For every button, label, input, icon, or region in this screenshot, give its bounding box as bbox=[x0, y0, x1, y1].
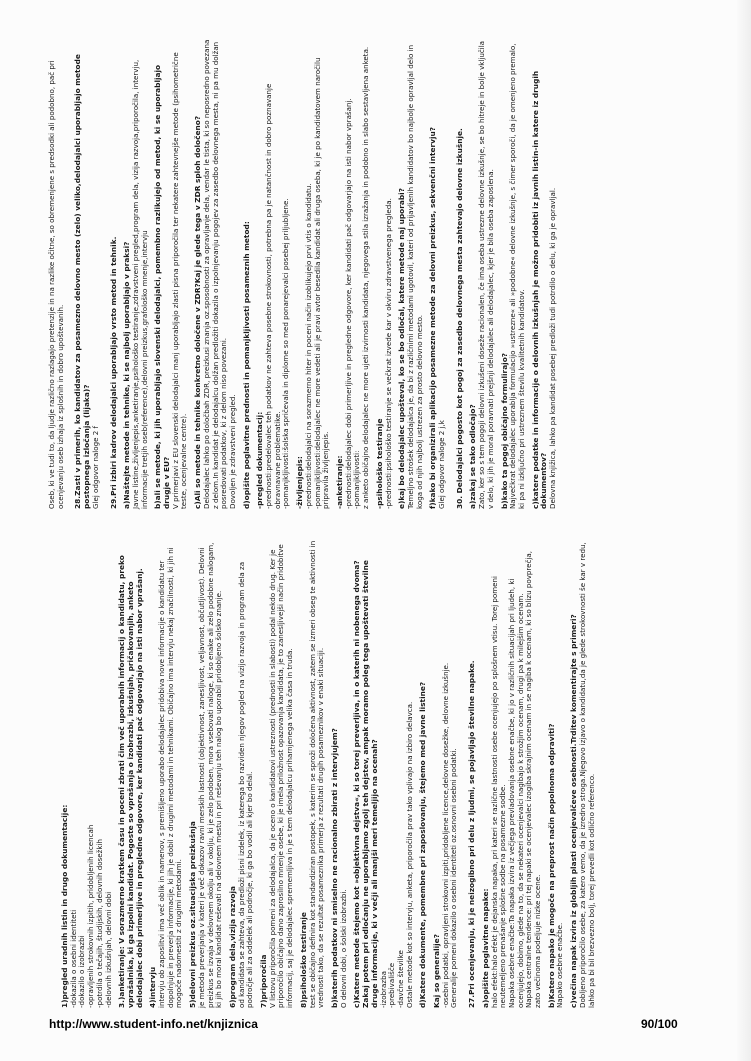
question-heading: 27.Pri ocenjevanju, ki je neizogibno pri delu z ljudmi, se pojavljajo številne napake. bbox=[467, 660, 477, 1008]
answer-text: -osebni podatki, opravljeni strokovni izpiti,pridobljene licence,delovne dosežke, delovne izkušnje. bbox=[440, 662, 450, 1008]
answer-text: Dobljeno priporočilo osebe, za katero vemo, da je izredno stroga.Njegovo izjavo o kandidatu,da je glede strokovnosti še kar v redu, lahko pa bi bil brezvezno bolj, torej prevedli kot odlično referenco. bbox=[577, 542, 596, 1008]
answer-text: -prebivališče bbox=[387, 962, 397, 1008]
question-heading: -anketiranje: bbox=[334, 455, 344, 509]
answer-text: Glej odgovor naloge 2 f bbox=[90, 426, 100, 509]
answer-text: -pomanjkljivosti:šolska spričevala in diplome so med ponarejevalci posebej priljubljene. bbox=[281, 198, 291, 509]
question-heading: 28.Zasti v primerih, ko kandidatov za posamezno delovno mesto (zelo) veliko,delodajalci uporabljajo metode postopnega izločanja (lijaka)? bbox=[73, 54, 92, 509]
question-heading: b)ali se metode, ki jih uporabljajo slovenski delodajalci, pomembno razlikujejo od metod, ki se uporabljajo drugje v EU? bbox=[153, 64, 172, 509]
question-heading: 5)delovni preizkus oz.situacijska preizkušnja bbox=[188, 821, 198, 1008]
question-heading: b)katerih podatkov ni smiselno ne racionalno zbirati z intervjujem? bbox=[329, 728, 339, 1008]
question-heading: Kaj so generalije? bbox=[432, 934, 442, 1008]
answer-text: je metoda preverjanja v kateri je več dokazov ravni merskih lastnosti (objektivnost, zanesljivost, veljavnost, občutljivost). Delovni preizkus se izvaja v delovnem okolju ali v okolju, ki je zelo podoben, mora vsebovati naloge, ki so enake ali zelo podobne nalogam, ki jih bo moral kandidat reševati na delovnem mestu in pri reševanju teh nalog bo uporabil pridobljeno šolsko znanje. bbox=[196, 542, 224, 1008]
answer-text: -izobrazba bbox=[378, 971, 388, 1008]
spacer bbox=[65, 39, 69, 509]
answer-text: Generalije pomeni dokazilo o osebni identiteti oz.osnovni osebni podatki. bbox=[449, 748, 459, 1008]
answer-text: -prednosti:delodajalci na sorazmerno hiter in poceni način izoblikujejo prvi vtis o kandidatu. bbox=[303, 183, 313, 509]
left-text-column bbox=[56, 538, 696, 1008]
answer-text: Glej odgovor naloge 2 j,k bbox=[437, 420, 447, 509]
spacer bbox=[459, 538, 463, 1008]
question-heading: d)opišite poglavitne prednosti in pomanjkljivosti posameznih metod: bbox=[241, 221, 251, 509]
question-heading: 8)psihološko testiranje bbox=[298, 912, 308, 1008]
question-heading: c)Ali so metode in tehnike konkretno določene v ZDR?Kaj je glede tega v ZDR sploh določeno? bbox=[193, 115, 203, 509]
answer-text: -prednosti:predelovalec teh podatkov ne zahteva posebne strokovnosti, potrebna pa je natančnost in dobro poznavanje obravnavane problematike. bbox=[264, 83, 282, 509]
answer-text: -dokazilo o izobrazbi bbox=[77, 935, 87, 1008]
answer-text: od kandidata se zahteva, da predloži pisni izdelek, iz katerega bo razviden njegov pogled na vizijo razvoja in program dela za področje ali za oddelek ali področje, ki ga bo vodil ali kjer bo delal. bbox=[236, 561, 255, 1008]
answer-text: -davčne številke bbox=[395, 950, 405, 1008]
answer-text: Delovna knjižica, lahko pa kandidat posebej predloži tudi potrdilo o delu, ki ga je opravljal. bbox=[548, 187, 558, 509]
question-heading: 3.)anketiranje: V sorazmerno kratkem času in poceni zbrati čim več uporabnih informacij o kandidatu, preko vprašalnika, ki ga izpolni kandidat. Pogoste so vprašanja o izobrazbi, izkušnjah, pričakovanjih, anketo delodajalec dobi primerljive in pregledne odgovore, ker kandidati pač odgovarjajo na isti nabor vprašanj. bbox=[117, 555, 144, 1008]
question-heading: 1)pregled uradnih listin in drugo dokumentacije: bbox=[60, 804, 69, 1008]
question-heading: b)kako ta pogoj običajno formulirajo? bbox=[499, 352, 509, 509]
spacer bbox=[101, 39, 105, 509]
footer-url[interactable]: http://www.student-info.net/knjiznica bbox=[49, 1017, 258, 1031]
question-heading: a)zakaj se tako odločajo? bbox=[468, 404, 478, 509]
answer-text: -opravljenih strokovnih izpitih, pridobljenih licencah bbox=[86, 824, 96, 1008]
answer-text: Ostale metode kot so intervju, anketa, priporočila prav tako vplivajo na izbiro delavca. bbox=[404, 701, 414, 1008]
question-heading: a)opišite poglavitne napake: bbox=[480, 888, 490, 1008]
question-heading: -življenjepis: bbox=[295, 456, 305, 509]
answer-text: Dovoljen je zdravstveni pregled. bbox=[227, 394, 237, 509]
answer-text: -prednosti:delodajalec dobi primerljive in pregledne odgovore, ker kandidati pač odgovarjajo na isti nabor vprašanj. bbox=[343, 98, 353, 509]
question-heading: b)Katero napako je mogoče na preprost način popolnoma odpraviti? bbox=[546, 723, 556, 1008]
answer-text: Oseb, ki ve tudi to, da ljudje različno razlagajo pretenzije in na razlike očitne, so obremenjene s predsodki ali podobno, pač pri ocenjevanju oseb izhaja iz splošnih in dobro upoštevanih. bbox=[47, 60, 65, 509]
question-heading: -psihološko testiranje bbox=[374, 418, 384, 509]
question-heading: 7)priporočila bbox=[259, 954, 269, 1008]
question-heading: 30. Delodajalci pogosto kot pogoj za zasedbo delovnega mesta zahtevajo delovne izkušnje. bbox=[454, 128, 464, 509]
answer-text: -pomanjkljivosti:delodajalec ne more vedeti ali je pravi avtor besedila kandidat ali druga oseba, ki je po kandidatovem naročilu pripravila življenjepis. bbox=[312, 57, 331, 509]
question-heading: 4)intervju bbox=[148, 966, 158, 1008]
question-heading: 29.Pri izbiri kadrov delodajalci uporabljajo vrsto metod in tehnik. bbox=[108, 236, 118, 509]
question-heading: a)Naštejte metode in tehnike, ki se najbolj uporabljajo v praksi? bbox=[122, 241, 132, 509]
answer-text: test se običajno definira kot standardiziran postopek, s katerim se sproži določena aktivnost, zatem se izmeri obseg te aktivnosti in vrednosti tako, da se rezultat posameznika primerja z rezultati drugih posameznikov v enaki situaciji. bbox=[307, 540, 326, 1008]
answer-text: -delovnih izkušnjah, delovni dobi bbox=[103, 891, 113, 1008]
answer-text: -potrdila o tečajih, študijskih, delovnih dosežkih bbox=[94, 839, 104, 1008]
question-heading: f)kako bi organizirali aplikacijo posamezne metode za delovni preizkus, sekvenčni intervju? bbox=[428, 126, 438, 509]
answer-text: -dokazila o osebni identiteti bbox=[68, 909, 78, 1008]
answer-text: Napaka centralne tendence: pri tej napaki se ocenjevalec izogiba skrajnim ocenam in se nagiba k ocenam, ki so blizu povprečja, zato večinoma podeljuje nizke ocene. bbox=[524, 551, 543, 1008]
page-number: 90/100 bbox=[641, 1017, 678, 1031]
answer-text: -pomanjkljivosti: bbox=[352, 450, 362, 509]
answer-text: Javne listine,življenjepis,anketiranje,psihološko testiranje,zdravstveni pregled,program dela, vizija razvoja,priporočila, intervju, informacije tretjih oseb(reference),delovni preizkus,grafološko mnenje,intervju bbox=[130, 59, 149, 509]
answer-text: z anketo običajno delodajalec ne more ujeti izvirnosti kandidata, njegovega stila izražanja in podobno in slabo sestavljena anketa. bbox=[361, 46, 371, 509]
answer-text: Zato, ker so s tem pogoji delovni izkušeni doseže racionalen, če ima oseba ustrezne delovne izkušnje, se bo hitreje in bolje vključila v delo, ki jih je moral poravnati prejšnji delodajalec ali delodajalec, kjer je bila oseba zaposlena. bbox=[477, 40, 495, 509]
answer-text: Delodajalec lahko po določbah ZDR, preizkusi znanja oz.sposobnosti za opravljanje dela, vendar le tista, ki so neposredno povezana z delom.In kandidat je delodajalcu dolžan predložiti dokazila o izpolnjevanju pogojev za zasedbo delovnega mesta, ni pa mu dolžan posredovati podatkov, ki z delom niso povezani. bbox=[201, 39, 229, 509]
spacer bbox=[447, 39, 451, 509]
question-heading: c)katere podatke in informacije o delovnih izkušnjah je možno pridobiti iz javnih listin-in katere iz drugih dokumentov? bbox=[530, 70, 549, 509]
answer-text: -prednosti:psihološko testiranje se večkrat izvede kar v okviru zdravstvenega pregleda. bbox=[383, 198, 393, 509]
rotated-document bbox=[42, 34, 702, 1014]
answer-text: O delovni dobi, o šolski izobrazbi. bbox=[338, 889, 348, 1008]
question-heading: 6)program dela,vizija razvoja bbox=[227, 886, 237, 1008]
question-heading: c)večina napak izvira iz globljih plasti ocenjevalčeve osebnosti.Trditev komentirajte s primeri? bbox=[569, 614, 579, 1008]
answer-text: Napako osebne enačbe. bbox=[555, 922, 565, 1008]
question-heading: -pregled dokumentacij: bbox=[255, 411, 265, 509]
answer-text: Temeljno strošek delodajalca je, da bi z različnimi metodami ugotovil, kateri od prijavljenih kandidatov bo najbolje opravljal delo in koga od njih najbolj ustrezen za prosto delovno mesto. bbox=[405, 44, 424, 509]
answer-text: halo efekt:halo efekt je dejanska napaka, pri kateri se različne lastnosti osebe ocenjujejo po splošnem vtisu. Torej pomeni neutemeljeno prenašanje splošne sodbe na posamezne sodbe. bbox=[489, 575, 508, 1008]
right-text-column bbox=[48, 39, 688, 509]
question-heading: e)kaj bo delodajalec upošteval, ko se bo odločal, katere metode naj uporabi? bbox=[397, 187, 407, 509]
question-heading: d)Katere dokumente, pomembne pri zaposlovanju, štejemo med javne listine? bbox=[418, 681, 428, 1008]
answer-text: V listovu priporočila pomeni za delodajalca, da je oceno o kandidatovi ustreznosti (prednosti in slabosti) podal nekdo drug. Ker je priporočilo običajno dano zaprosilno mnenje osebe, ki je imela priložnost opazovanja kandidata, je to zanesljivejši način pridobitve informacij, saj je delodajalec sprememljiva in je s tem delodajalcu priharnjenega velika časa in truda. bbox=[267, 544, 295, 1008]
answer-text: Največkrat delodajalec uporablja formulacijo »ustrezne« ali »podobne« delovne izkušnje, s čimer sporoči, da je omenjeno premalo, ki pa ni izključno pri ustreznem številu kvalitetnih kandidatov. bbox=[508, 43, 526, 509]
question-heading: c)Katere metode štejemo kot »objektivna dejstva«, ki so torej preverljiva, in o katerih ni nobenega dvoma?Zakaj potem pri odločanju ne uporabljamo zgolj teh dejstev, ampak moramo poleg tega upoštevati številne druge informacije, ki v večji ali manjši meri temeljijo na ocenah? bbox=[352, 560, 379, 1008]
answer-text: intervju ob zaposlitvi ima več oblik in namenov, s premišljeno uporabo delodajalec pridobiva nove informacije o kandidatu ter dopolnjuje in preverja informacije, ki jih je dobil z drugimi metodami in tehnikami. Običajno ima intervju nekaj značilnosti, ki jih ni mogoče nadomestiti z drugimi metodami. bbox=[157, 547, 184, 1008]
answer-text: V primerjavi z EU slovenski delodajalci manj uporabljajo zlasti pisna priporočila ter nekatere zahtevnejše metode (psihometrične teste, ocenjevalne centre). bbox=[170, 52, 189, 509]
scan-edge bbox=[737, 0, 751, 1061]
answer-text: Napaka osebne enačbe:Ta napaka izvira iz večjega prevladovanja osebne enačbe, ki jo v različnih situacijah pri ljudeh, ki ocenjujejo, dobimo, glede na to, da se nekateri ocenjevalci nagibajo k strožjim ocenam, drugi pa k milejšim ocenam. bbox=[506, 578, 525, 1008]
rotated-content-area bbox=[42, 34, 702, 1014]
